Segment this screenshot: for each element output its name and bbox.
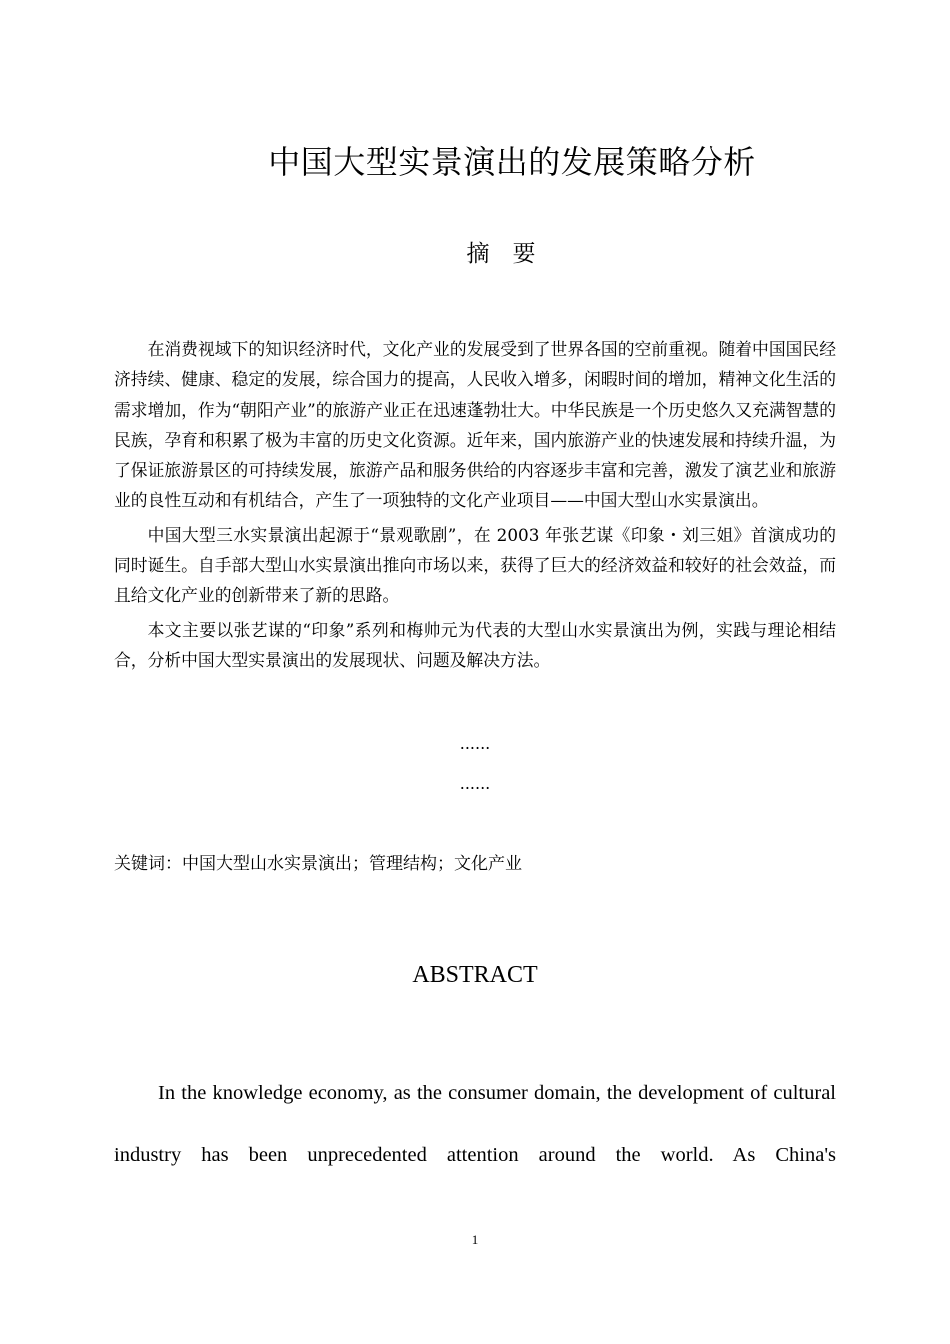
abstract-paragraph: 在消费视域下的知识经济时代，文化产业的发展受到了世界各国的空前重视。随着中国国民经济持续、健康、稳定的发展，综合国力的提高，人民收入增多，闲暇时间的增加，精神文化生活的需求增加，作为“朝阳产业”的旅游产业正在迅速蓬勃壮大。中华民族是一个历史悠久又充满智慧的民族，孕育和积累了极为丰富的历史文化资源。近年来，国内旅游产业的快速发展和持续升温，为了保证旅游景区的可持续发展，旅游产品和服务供给的内容逐步丰富和完善，激发了演艺业和旅游业的良性互动和有机结合，产生了一项独特的文化产业项目——中国大型山水实景演出。	[114, 339, 836, 511]
ellipsis-marker: ......	[459, 774, 491, 793]
abstract-body-cn	[114, 334, 836, 679]
abstract-heading-en: ABSTRACT	[412, 962, 538, 988]
page-number: 1	[471, 1232, 479, 1247]
abstract-paragraph: 本文主要以张艺谋的“印象”系列和梅帅元为代表的大型山水实景演出为例，实践与理论相结合，分析中国大型实景演出的发展现状、问题及解决方法。	[114, 619, 836, 670]
keywords-line: 关键词：中国大型山水实景演出；管理结构；文化产业	[114, 854, 522, 874]
ellipsis-marker: ......	[459, 734, 491, 753]
abstract-paragraph-en: In the knowledge economy, as the consumer domain, the development of cultural industry has been unprecedented attention around the world. As China's	[114, 1082, 836, 1166]
page-title: 中国大型实景演出的发展策略分析	[268, 143, 756, 181]
abstract-body-en	[114, 1062, 836, 1186]
abstract-heading-cn: 摘 要	[466, 241, 536, 267]
abstract-paragraph: 中国大型三水实景演出起源于“景观歌剧”，在 2003 年张艺谋《印象・刘三姐》首演成功的同时诞生。自手部大型山水实景演出推向市场以来，获得了巨大的经济效益和较好的社会效益，而且给文化产业的创新带来了新的思路。	[114, 524, 836, 606]
